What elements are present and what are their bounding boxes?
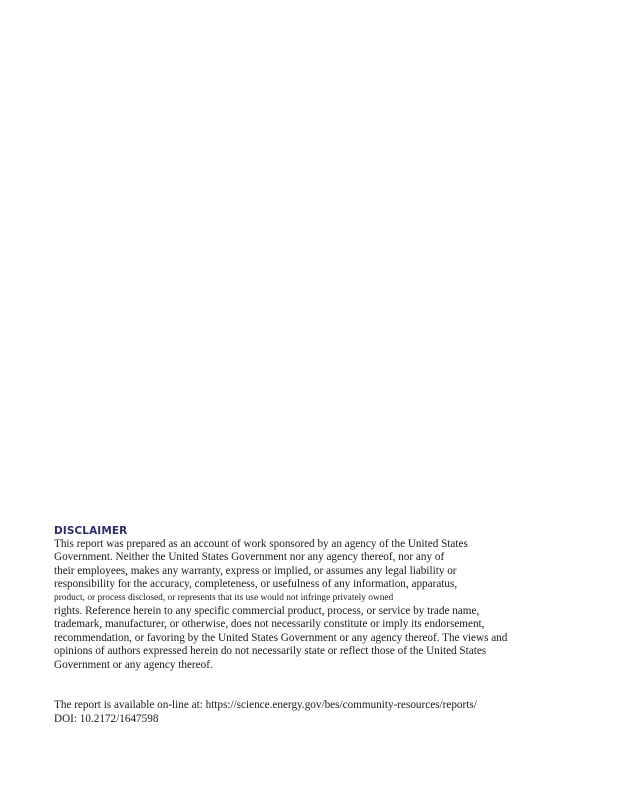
disclaimer-line: opinions of authors expressed herein do not necessarily state or reflect those of the United States	[54, 645, 487, 658]
disclaimer-line: This report was prepared as an account of work sponsored by an agency of the United States	[54, 538, 468, 550]
disclaimer-line: trademark, manufacturer, or otherwise, does not necessarily constitute or imply its endorsement,	[54, 618, 485, 631]
disclaimer-line: Government or any agency thereof.	[54, 658, 213, 671]
online-availability-text: The report is available on-line at: https://science.energy.gov/bes/community-resources/reports/	[54, 699, 477, 711]
doi-text: DOI: 10.2172/1647598	[54, 713, 159, 725]
disclaimer-section	[54, 524, 554, 672]
report-availability	[54, 698, 554, 726]
disclaimer-line: responsibility for the accuracy, completeness, or usefulness of any information, apparatus,	[54, 578, 458, 591]
disclaimer-line: Government. Neither the United States Government nor any agency thereof, nor any of	[54, 551, 445, 564]
disclaimer-heading: DISCLAIMER	[54, 525, 128, 537]
disclaimer-line: rights. Reference herein to any specific commercial product, process, or service by trade name,	[54, 605, 480, 618]
disclaimer-line: recommendation, or favoring by the United States Government or any agency thereof. The views and	[54, 631, 508, 644]
disclaimer-line: their employees, makes any warranty, express or implied, or assumes any legal liability or	[54, 564, 457, 577]
disclaimer-line: product, or process disclosed, or represents that its use would not infringe privately owned	[54, 592, 394, 603]
